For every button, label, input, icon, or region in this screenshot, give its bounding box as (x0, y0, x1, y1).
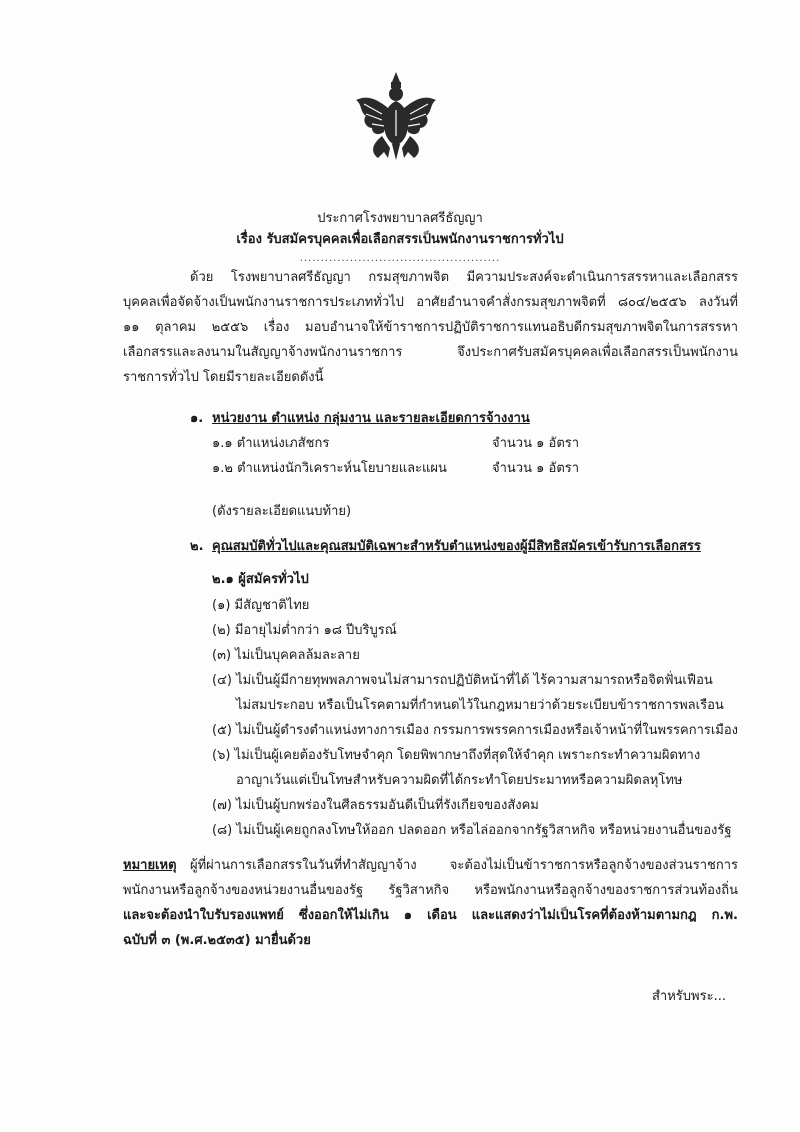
section-2-heading: คุณสมบัติทั่วไปและคุณสมบัติเฉพาะสำหรับตำแหน่งของผู้มีสิทธิสมัครเข้ารับการเลือกสรร (212, 539, 701, 554)
position-2-count: จำนวน ๑ อัตรา (492, 461, 580, 476)
section-2-number: ๒. (190, 539, 204, 554)
section-2-1-heading: ๒.๑ ผู้สมัครทั่วไป (212, 572, 309, 587)
section-1-heading: หน่วยงาน ตำแหน่ง กลุ่มงาน และรายละเอียดการจ้างงาน (212, 411, 530, 426)
position-2-label: ๑.๒ ตำแหน่งนักวิเคราะห์นโยบายและแผน (212, 461, 447, 476)
remark-line-2: พนักงานหรือลูกจ้างของหน่วยงานอื่นของรัฐ รัฐวิสาหกิจ หรือพนักงานหรือลูกจ้างของราชการส่วนท้องถิ่น (123, 883, 738, 898)
intro-line-1: ด้วย โรงพยาบาลศรีธัญญา กรมสุขภาพจิต มีความประสงค์จะดำเนินการสรรหาและเลือกสรร (190, 270, 738, 285)
intro-line-2: บุคคลเพื่อจัดจ้างเป็นพนักงานราชการประเภททั่วไป อาศัยอำนาจคำสั่งกรมสุขภาพจิตที่ ๘๐๔/๒๕๕๖ ลงวันที่ (123, 295, 738, 310)
position-1-count: จำนวน ๑ อัตรา (492, 436, 580, 451)
remark-label: หมายเหตุ (123, 858, 177, 873)
qualification-item: (๑) มีสัญชาติไทย (212, 598, 310, 613)
section-1-number: ๑. (190, 411, 204, 426)
title-separator: ................................................ (299, 253, 501, 264)
qualification-item: (๔) ไม่เป็นผู้มีกายทุพพลภาพจนไม่สามารถปฏิบัติหน้าที่ได้ ไร้ความสามารถหรือจิตฟั่นเฟือน (212, 673, 713, 688)
garuda-emblem (352, 70, 440, 162)
remark-line-1: ผู้ที่ผ่านการเลือกสรรในวันที่ทำสัญญาจ้าง จะต้องไม่เป็นข้าราชการหรือลูกจ้างของส่วนราชการ (190, 858, 738, 873)
intro-line-3: ๑๑ ตุลาคม ๒๕๕๖ เรื่อง มอบอำนาจให้ข้าราชการปฏิบัติราชการแทนอธิบดีกรมสุขภาพจิตในการสรรหา (123, 320, 738, 335)
qualification-item: (๗) ไม่เป็นผู้บกพร่องในศีลธรรมอันดีเป็นที่รังเกียจของสังคม (212, 798, 539, 813)
qualification-item-continued: ไม่สมประกอบ หรือเป็นโรคตามที่กำหนดไว้ในกฎหมายว่าด้วยระเบียบข้าราชการพลเรือน (236, 698, 724, 713)
qualification-item: (๓) ไม่เป็นบุคคลล้มละลาย (212, 648, 360, 663)
position-1-label: ๑.๑ ตำแหน่งเภสัชกร (212, 436, 330, 451)
section-1-note: (ดังรายละเอียดแนบท้าย) (212, 504, 352, 519)
qualification-item: (๒) มีอายุไม่ต่ำกว่า ๑๘ ปีบริบูรณ์ (212, 623, 397, 638)
intro-line-4: เลือกสรรและลงนามในสัญญาจ้างพนักงานราชการ จึงประกาศรับสมัครบุคคลเพื่อเลือกสรรเป็นพนักงาน (123, 345, 738, 360)
qualification-item: (๖) ไม่เป็นผู้เคยต้องรับโทษจำคุก โดยพิพากษาถึงที่สุดให้จำคุก เพราะกระทำความผิดทาง (212, 748, 701, 763)
intro-line-5: ราชการทั่วไป โดยมีรายละเอียดดังนี้ (123, 370, 324, 385)
qualification-item: (๘) ไม่เป็นผู้เคยถูกลงโทษให้ออก ปลดออก หรือไล่ออกจากรัฐวิสาหกิจ หรือหน่วยงานอื่นของรัฐ (212, 823, 732, 838)
document-subject: เรื่อง รับสมัครบุคคลเพื่อเลือกสรรเป็นพนักงานราชการทั่วไป (236, 232, 564, 247)
document-title: ประกาศโรงพยาบาลศรีธัญญา (317, 211, 483, 226)
qualification-item: (๕) ไม่เป็นผู้ดำรงตำแหน่งทางการเมือง กรรมการพรรคการเมืองหรือเจ้าหน้าที่ในพรรคการเมือง (212, 723, 739, 738)
remark-line-3: และจะต้องนำใบรับรองแพทย์ ซึ่งออกให้ไม่เกิน ๑ เดือน และแสดงว่าไม่เป็นโรคที่ต้องห้ามตามกฎ ก.พ. (123, 908, 738, 923)
remark-line-4: ฉบับที่ ๓ (พ.ศ.๒๕๓๕) มายื่นด้วย (123, 933, 311, 948)
qualification-item-continued: อาญาเว้นแต่เป็นโทษสำหรับความผิดที่ได้กระทำโดยประมาทหรือความผิดลหุโทษ (236, 773, 683, 788)
continuation-marker: สำหรับพระ... (652, 989, 726, 1004)
